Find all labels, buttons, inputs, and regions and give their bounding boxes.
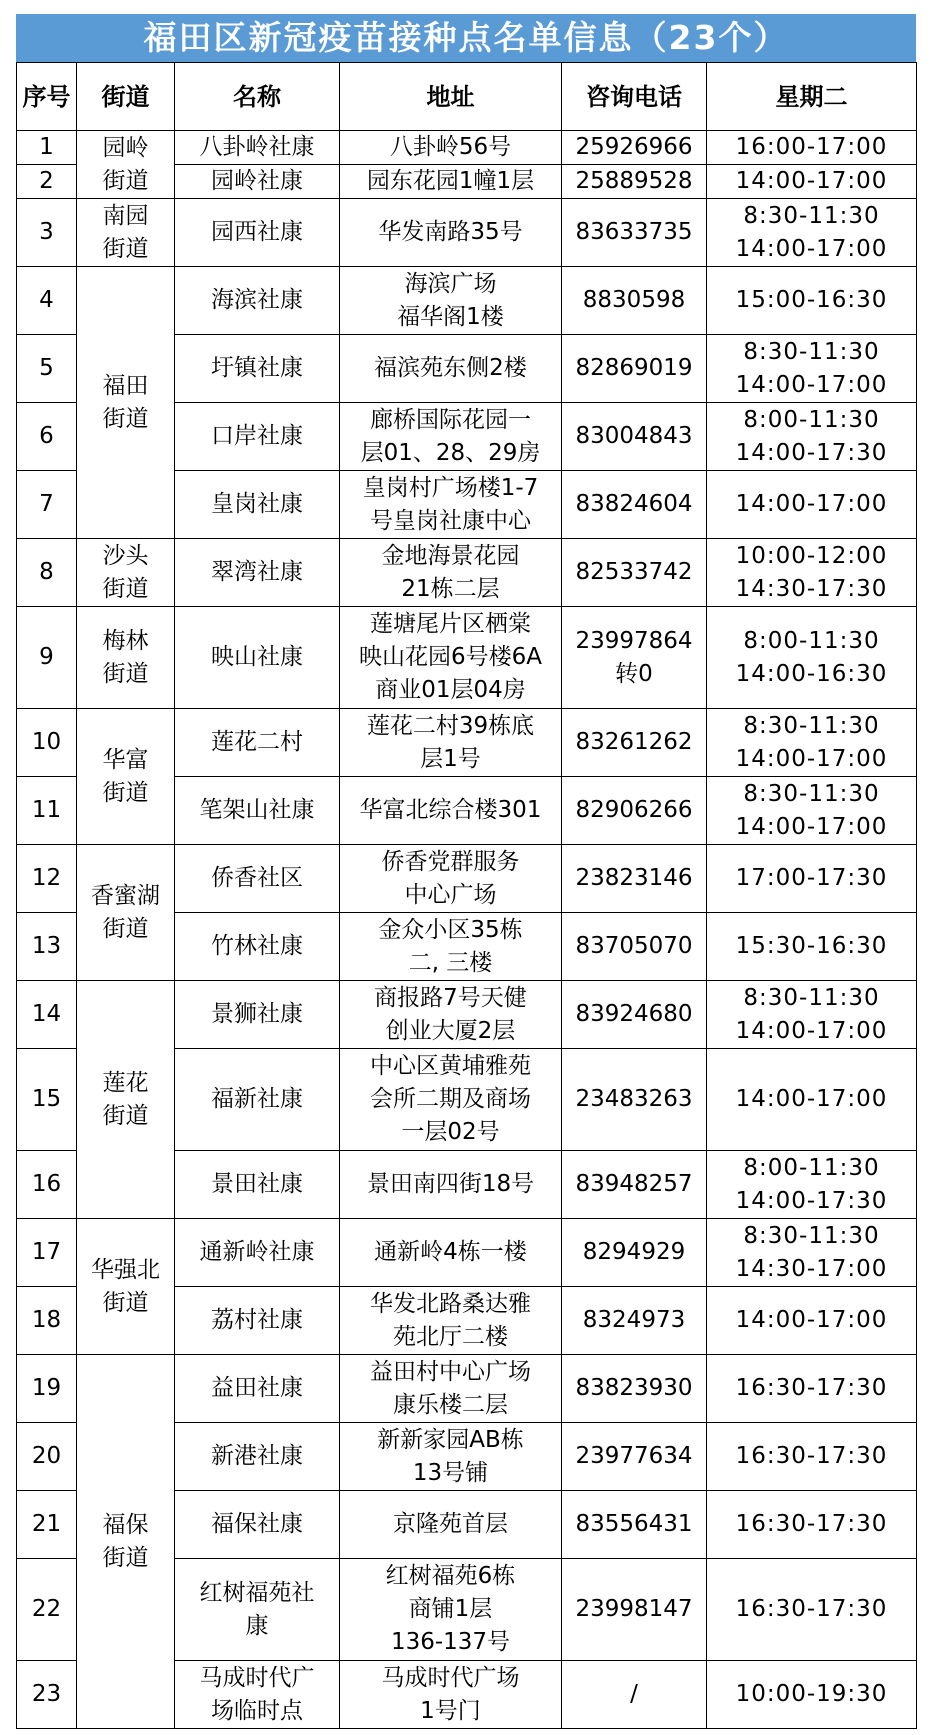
cell-street: 园岭 街道 bbox=[77, 131, 175, 199]
cell-name: 海滨社康 bbox=[175, 267, 340, 335]
cell-address: 莲塘尾片区栖棠 映山花园6号楼6A 商业01层04房 bbox=[340, 607, 562, 709]
cell-name: 通新岭社康 bbox=[175, 1219, 340, 1287]
cell-name: 皇岗社康 bbox=[175, 471, 340, 539]
cell-id: 7 bbox=[17, 471, 77, 539]
cell-id: 10 bbox=[17, 709, 77, 777]
col-header-phone: 咨询电话 bbox=[562, 63, 707, 131]
col-header-id: 序号 bbox=[17, 63, 77, 131]
cell-name: 映山社康 bbox=[175, 607, 340, 709]
cell-phone: 82906266 bbox=[562, 777, 707, 845]
cell-name: 景田社康 bbox=[175, 1151, 340, 1219]
cell-schedule: 10:00-12:00 14:30-17:30 bbox=[707, 539, 917, 607]
cell-address: 新新家园AB栋 13号铺 bbox=[340, 1423, 562, 1491]
cell-name: 福保社康 bbox=[175, 1491, 340, 1559]
cell-address: 红树福苑6栋 商铺1层 136-137号 bbox=[340, 1559, 562, 1661]
cell-name: 新港社康 bbox=[175, 1423, 340, 1491]
cell-name: 益田社康 bbox=[175, 1355, 340, 1423]
cell-phone: 23483263 bbox=[562, 1049, 707, 1151]
cell-address: 商报路7号天健 创业大厦2层 bbox=[340, 981, 562, 1049]
cell-address: 华发北路桑达雅 苑北厅二楼 bbox=[340, 1287, 562, 1355]
cell-street: 华强北 街道 bbox=[77, 1219, 175, 1355]
cell-schedule: 8:30-11:30 14:00-17:00 bbox=[707, 709, 917, 777]
table-row bbox=[17, 1219, 917, 1287]
cell-id: 3 bbox=[17, 199, 77, 267]
col-header-address: 地址 bbox=[340, 63, 562, 131]
cell-phone: 83924680 bbox=[562, 981, 707, 1049]
cell-id: 23 bbox=[17, 1661, 77, 1729]
table-row bbox=[17, 199, 917, 267]
cell-name: 侨香社区 bbox=[175, 845, 340, 913]
cell-phone: 8324973 bbox=[562, 1287, 707, 1355]
col-header-name: 名称 bbox=[175, 63, 340, 131]
table-row bbox=[17, 981, 917, 1049]
cell-name: 荔村社康 bbox=[175, 1287, 340, 1355]
vaccination-sites-sheet bbox=[16, 14, 916, 1729]
cell-address: 八卦岭56号 bbox=[340, 131, 562, 165]
cell-phone: 23997864 转0 bbox=[562, 607, 707, 709]
cell-address: 华发南路35号 bbox=[340, 199, 562, 267]
cell-name: 笔架山社康 bbox=[175, 777, 340, 845]
cell-id: 19 bbox=[17, 1355, 77, 1423]
table-header-row bbox=[17, 63, 917, 131]
cell-schedule: 8:30-11:30 14:30-17:00 bbox=[707, 1219, 917, 1287]
cell-schedule: 14:00-17:00 bbox=[707, 1049, 917, 1151]
cell-schedule: 8:30-11:30 14:00-17:00 bbox=[707, 981, 917, 1049]
cell-street: 华富 街道 bbox=[77, 709, 175, 845]
cell-schedule: 14:00-17:00 bbox=[707, 471, 917, 539]
cell-phone: 83823930 bbox=[562, 1355, 707, 1423]
cell-name: 园西社康 bbox=[175, 199, 340, 267]
cell-address: 福滨苑东侧2楼 bbox=[340, 335, 562, 403]
cell-id: 11 bbox=[17, 777, 77, 845]
cell-address: 华富北综合楼301 bbox=[340, 777, 562, 845]
cell-id: 21 bbox=[17, 1491, 77, 1559]
cell-name: 红树福苑社 康 bbox=[175, 1559, 340, 1661]
cell-schedule: 15:30-16:30 bbox=[707, 913, 917, 981]
table-row bbox=[17, 131, 917, 165]
cell-phone: 23823146 bbox=[562, 845, 707, 913]
sites-table bbox=[16, 62, 917, 1729]
cell-phone: 23977634 bbox=[562, 1423, 707, 1491]
cell-street: 南园 街道 bbox=[77, 199, 175, 267]
cell-name: 景狮社康 bbox=[175, 981, 340, 1049]
cell-id: 18 bbox=[17, 1287, 77, 1355]
table-row bbox=[17, 1355, 917, 1423]
cell-id: 9 bbox=[17, 607, 77, 709]
cell-id: 6 bbox=[17, 403, 77, 471]
cell-address: 京隆苑首层 bbox=[340, 1491, 562, 1559]
cell-id: 15 bbox=[17, 1049, 77, 1151]
cell-address: 益田村中心广场 康乐楼二层 bbox=[340, 1355, 562, 1423]
col-header-street: 街道 bbox=[77, 63, 175, 131]
cell-id: 22 bbox=[17, 1559, 77, 1661]
cell-name: 翠湾社康 bbox=[175, 539, 340, 607]
cell-id: 13 bbox=[17, 913, 77, 981]
cell-phone: 83948257 bbox=[562, 1151, 707, 1219]
cell-schedule: 16:00-17:00 bbox=[707, 131, 917, 165]
cell-phone: 83633735 bbox=[562, 199, 707, 267]
cell-address: 中心区黄埔雅苑 会所二期及商场 一层02号 bbox=[340, 1049, 562, 1151]
cell-address: 金众小区35栋 二, 三楼 bbox=[340, 913, 562, 981]
cell-street: 沙头 街道 bbox=[77, 539, 175, 607]
cell-id: 2 bbox=[17, 165, 77, 199]
cell-phone: 25889528 bbox=[562, 165, 707, 199]
cell-schedule: 16:30-17:30 bbox=[707, 1559, 917, 1661]
cell-address: 莲花二村39栋底 层1号 bbox=[340, 709, 562, 777]
cell-name: 园岭社康 bbox=[175, 165, 340, 199]
cell-schedule: 16:30-17:30 bbox=[707, 1491, 917, 1559]
cell-address: 通新岭4栋一楼 bbox=[340, 1219, 562, 1287]
cell-schedule: 17:00-17:30 bbox=[707, 845, 917, 913]
cell-phone: 82869019 bbox=[562, 335, 707, 403]
table-body bbox=[17, 131, 917, 1729]
cell-schedule: 8:00-11:30 14:00-17:30 bbox=[707, 403, 917, 471]
cell-address: 侨香党群服务 中心广场 bbox=[340, 845, 562, 913]
table-row bbox=[17, 607, 917, 709]
cell-phone: 23998147 bbox=[562, 1559, 707, 1661]
cell-id: 20 bbox=[17, 1423, 77, 1491]
cell-address: 金地海景花园 21栋二层 bbox=[340, 539, 562, 607]
cell-id: 5 bbox=[17, 335, 77, 403]
table-row bbox=[17, 267, 917, 335]
cell-schedule: 8:00-11:30 14:00-16:30 bbox=[707, 607, 917, 709]
cell-name: 福新社康 bbox=[175, 1049, 340, 1151]
cell-name: 莲花二村 bbox=[175, 709, 340, 777]
cell-name: 圩镇社康 bbox=[175, 335, 340, 403]
table-row bbox=[17, 539, 917, 607]
cell-id: 1 bbox=[17, 131, 77, 165]
cell-id: 8 bbox=[17, 539, 77, 607]
cell-address: 马成时代广场 1号门 bbox=[340, 1661, 562, 1729]
cell-address: 园东花园1幢1层 bbox=[340, 165, 562, 199]
cell-address: 海滨广场 福华阁1楼 bbox=[340, 267, 562, 335]
cell-schedule: 8:30-11:30 14:00-17:00 bbox=[707, 777, 917, 845]
cell-phone: 83556431 bbox=[562, 1491, 707, 1559]
cell-schedule: 8:00-11:30 14:00-17:30 bbox=[707, 1151, 917, 1219]
cell-phone: 8830598 bbox=[562, 267, 707, 335]
col-header-schedule: 星期二 bbox=[707, 63, 917, 131]
cell-name: 马成时代广 场临时点 bbox=[175, 1661, 340, 1729]
cell-address: 廊桥国际花园一 层01、28、29房 bbox=[340, 403, 562, 471]
cell-street: 福田 街道 bbox=[77, 267, 175, 539]
cell-street: 莲花 街道 bbox=[77, 981, 175, 1219]
cell-name: 口岸社康 bbox=[175, 403, 340, 471]
page-title: 福田区新冠疫苗接种点名单信息（23个） bbox=[16, 14, 916, 62]
cell-schedule: 16:30-17:30 bbox=[707, 1423, 917, 1491]
cell-schedule: 15:00-16:30 bbox=[707, 267, 917, 335]
cell-street: 梅林 街道 bbox=[77, 607, 175, 709]
cell-street: 福保 街道 bbox=[77, 1355, 175, 1729]
cell-schedule: 14:00-17:00 bbox=[707, 1287, 917, 1355]
cell-id: 12 bbox=[17, 845, 77, 913]
cell-schedule: 14:00-17:00 bbox=[707, 165, 917, 199]
cell-phone: 82533742 bbox=[562, 539, 707, 607]
cell-schedule: 10:00-19:30 bbox=[707, 1661, 917, 1729]
cell-phone: / bbox=[562, 1661, 707, 1729]
cell-address: 皇岗村广场楼1-7 号皇岗社康中心 bbox=[340, 471, 562, 539]
cell-schedule: 8:30-11:30 14:00-17:00 bbox=[707, 199, 917, 267]
cell-phone: 83261262 bbox=[562, 709, 707, 777]
cell-phone: 8294929 bbox=[562, 1219, 707, 1287]
cell-schedule: 16:30-17:30 bbox=[707, 1355, 917, 1423]
cell-phone: 83824604 bbox=[562, 471, 707, 539]
cell-address: 景田南四街18号 bbox=[340, 1151, 562, 1219]
cell-phone: 83004843 bbox=[562, 403, 707, 471]
table-row bbox=[17, 709, 917, 777]
cell-id: 14 bbox=[17, 981, 77, 1049]
table-row bbox=[17, 845, 917, 913]
cell-street: 香蜜湖 街道 bbox=[77, 845, 175, 981]
cell-id: 16 bbox=[17, 1151, 77, 1219]
cell-phone: 83705070 bbox=[562, 913, 707, 981]
cell-schedule: 8:30-11:30 14:00-17:00 bbox=[707, 335, 917, 403]
cell-name: 八卦岭社康 bbox=[175, 131, 340, 165]
cell-name: 竹林社康 bbox=[175, 913, 340, 981]
cell-id: 17 bbox=[17, 1219, 77, 1287]
cell-id: 4 bbox=[17, 267, 77, 335]
cell-phone: 25926966 bbox=[562, 131, 707, 165]
